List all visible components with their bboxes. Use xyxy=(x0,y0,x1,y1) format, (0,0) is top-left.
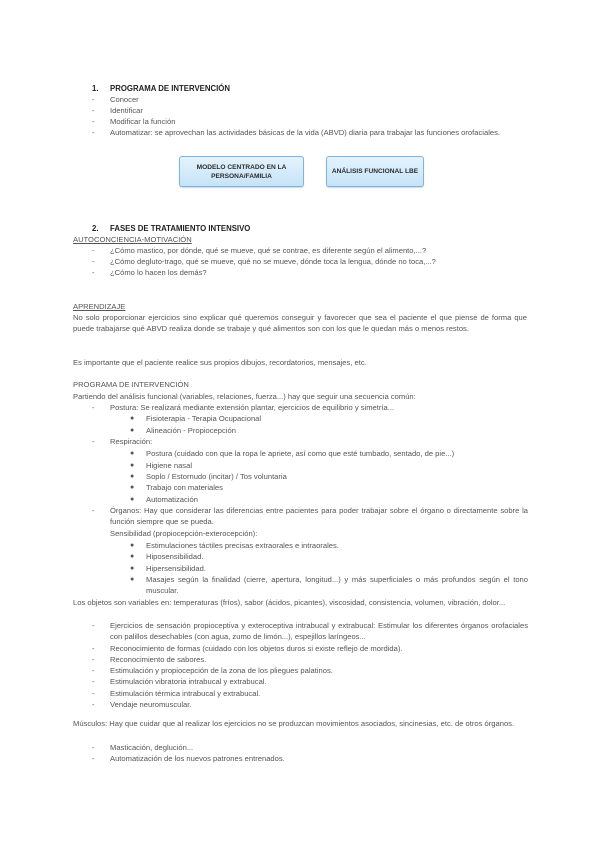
dot-bullet: ● xyxy=(130,427,135,434)
box-modelo-centrado-label: MODELO CENTRADO EN LA PERSONA/FAMILIA xyxy=(196,163,287,180)
dash-bullet: - xyxy=(92,743,95,752)
programa-intro: Partiendo del análisis funcional (variables, relaciones, fuerza...) hay que seguir una secuencia común: xyxy=(73,392,416,401)
dash-bullet: - xyxy=(92,117,95,126)
musculos-paragraph: Músculos: Hay que cuidar que al realizar los ejercicios no se produzcan movimientos asociados, sincinesias, etc. de otros órganos. xyxy=(73,719,515,728)
section2-subtitle: AUTOCONCIENCIA-MOTIVACIÓN xyxy=(73,235,192,244)
dot-bullet: ● xyxy=(130,462,135,469)
list-item: Trabajo con materiales xyxy=(146,483,223,492)
dot-bullet: ● xyxy=(130,415,135,422)
dot-bullet: ● xyxy=(130,496,135,503)
box-modelo-centrado xyxy=(179,156,304,187)
dot-bullet: ● xyxy=(130,473,135,480)
dash-bullet: - xyxy=(92,257,95,266)
list-item: Automatizar: se aprovechan las actividades básicas de la vida (ABVD) diaria para trabajar las funciones orofaciales. xyxy=(110,128,501,137)
organos-item: Órganos: Hay que considerar las diferencias entre pacientes para poder trabajar sobre el órgano o directamente sobre la función siempre que se pueda. xyxy=(110,506,528,527)
list-item: Hiposensibilidad. xyxy=(146,552,204,561)
list-item: Estimulación térmica intrabucal y extrabucal. xyxy=(110,689,261,698)
dash-bullet: - xyxy=(92,655,95,664)
list-item: Fisioterapia - Terapia Ocupacional xyxy=(146,414,262,423)
section1-title: PROGRAMA DE INTERVENCIÓN xyxy=(110,84,230,93)
list-item: Masajes según la finalidad (cierre, apertura, longitud...) y más superficiales o más profundos según el tono muscular. xyxy=(146,575,528,596)
list-item: Alineación - Propiocepción xyxy=(146,426,236,435)
list-item: Reconocimiento de sabores. xyxy=(110,655,207,664)
postura-item: Postura: Se realizará mediante extensión plantar, ejercicios de equilibrio y simetría... xyxy=(110,403,395,412)
sensibilidad-label: Sensibilidad (propiocepción-exterocepción): xyxy=(110,529,258,538)
list-item: ¿Cómo lo hacen los demás? xyxy=(110,268,207,277)
aprendizaje-paragraph: No solo proporcionar ejercicios sino explicar qué queremos conseguir y favorecer que sea el paciente el que piense de forma que puede trabajarse qué ABVD realiza donde se trabaje y qué alimentos son con los que le quedan más o menos restos. xyxy=(73,313,527,334)
section2-number: 2. xyxy=(92,224,99,233)
list-item: Higiene nasal xyxy=(146,461,193,470)
dash-bullet: - xyxy=(92,246,95,255)
section2-title: FASES DE TRATAMIENTO INTENSIVO xyxy=(110,224,251,233)
list-item: Identificar xyxy=(110,106,143,115)
list-item: Vendaje neuromuscular. xyxy=(110,700,192,709)
dash-bullet: - xyxy=(92,621,95,630)
programa-title: PROGRAMA DE INTERVENCIÓN xyxy=(73,380,189,389)
list-item: Estimulación vibratoria intrabucal y extrabucal. xyxy=(110,677,267,686)
dash-bullet: - xyxy=(92,689,95,698)
list-item: Conocer xyxy=(110,95,139,104)
dash-bullet: - xyxy=(92,666,95,675)
aprendizaje-paragraph-2: Es importante que el paciente realice sus propios dibujos, recordatorios, mensajes, etc. xyxy=(73,358,367,367)
dot-bullet: ● xyxy=(130,576,135,583)
objetos-paragraph: Los objetos son variables en: temperaturas (fríos), sabor (ácidos, picantes), viscosidad, consistencia, volumen, vibración, dolor... xyxy=(73,598,506,607)
dash-bullet: - xyxy=(92,700,95,709)
dash-bullet: - xyxy=(92,677,95,686)
list-item: Modificar la función xyxy=(110,117,176,126)
respiracion-item: Respiración: xyxy=(110,437,153,446)
section1-number: 1. xyxy=(92,84,99,93)
list-item: Soplo / Estornudo (incitar) / Tos voluntaria xyxy=(146,472,287,481)
list-item: Automatización de los nuevos patrones entrenados. xyxy=(110,754,285,763)
list-item: Ejercicios de sensación propioceptiva y exteroceptiva intrabucal y extrabucal: Estimular los diferentes órganos orofaciales con palillos desechables (con agua, zumo de limón...), espejillos laríngeos... xyxy=(110,621,528,642)
dash-bullet: - xyxy=(92,128,95,137)
list-item: Estimulaciones táctiles precisas extraorales e intraorales. xyxy=(146,541,339,550)
dash-bullet: - xyxy=(92,268,95,277)
box-analisis-funcional xyxy=(326,156,424,187)
dash-bullet: - xyxy=(92,403,95,412)
dash-bullet: - xyxy=(92,644,95,653)
dot-bullet: ● xyxy=(130,484,135,491)
list-item: Estimulación y propiocepción de la zona de los pliegues palatinos. xyxy=(110,666,333,675)
dot-bullet: ● xyxy=(130,553,135,560)
dash-bullet: - xyxy=(92,95,95,104)
list-item: Reconocimiento de formas (cuidado con los objetos duros si existe reflejo de mordida). xyxy=(110,644,403,653)
dot-bullet: ● xyxy=(130,450,135,457)
list-item: Masticación, deglución... xyxy=(110,743,194,752)
list-item: Automatización xyxy=(146,495,198,504)
list-item: ¿Cómo mastico, por dónde, qué se mueve, qué se contrae, es diferente según el alimento,...? xyxy=(110,246,427,255)
dash-bullet: - xyxy=(92,437,95,446)
box-analisis-funcional-label: ANÁLISIS FUNCIONAL LBE xyxy=(331,168,419,175)
list-item: Hipersensibilidad. xyxy=(146,564,206,573)
dash-bullet: - xyxy=(92,506,95,515)
list-item: ¿Cómo degluto-trago, qué se mueve, qué no se mueve, dónde toca la lengua, dónde no toca,...? xyxy=(110,257,436,266)
dot-bullet: ● xyxy=(130,542,135,549)
dot-bullet: ● xyxy=(130,565,135,572)
aprendizaje-title: APRENDIZAJE xyxy=(73,302,126,311)
dash-bullet: - xyxy=(92,106,95,115)
dash-bullet: - xyxy=(92,754,95,763)
list-item: Postura (cuidado con que la ropa le apriete, así como que esté tumbado, sentado, de pie...) xyxy=(146,449,455,458)
